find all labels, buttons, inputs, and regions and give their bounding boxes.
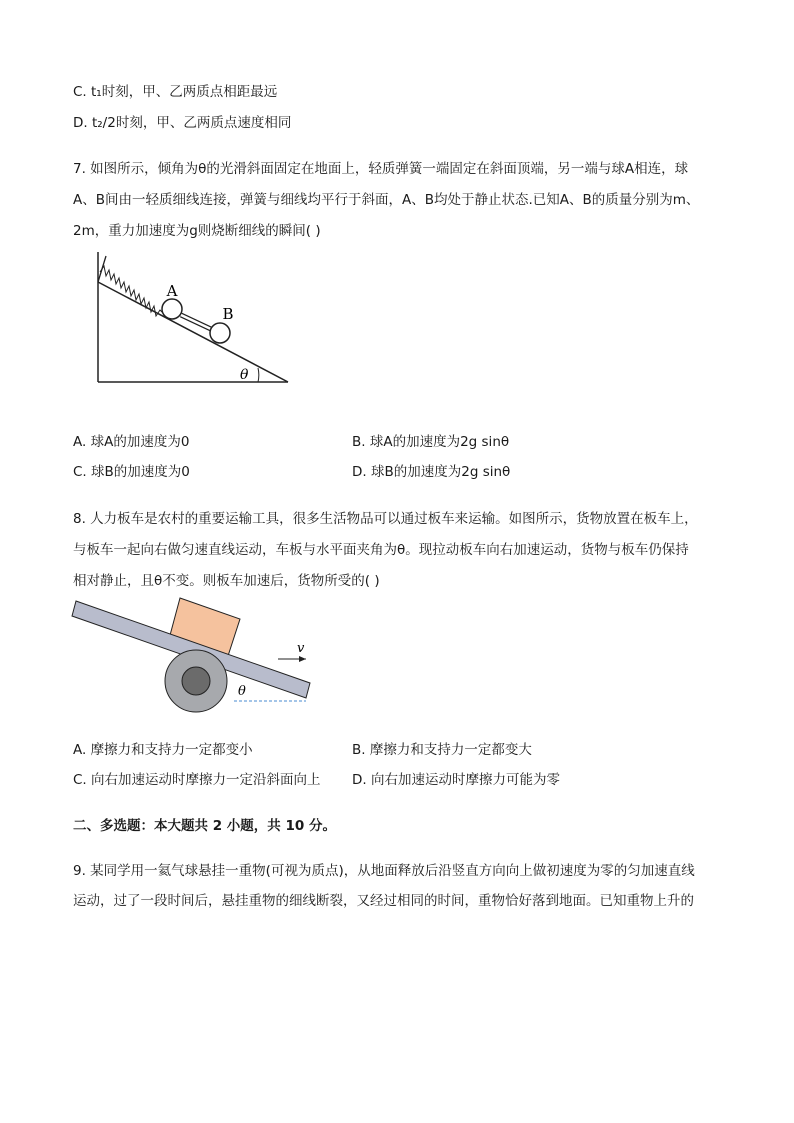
q8-stem-line1: 8. 人力板车是农村的重要运输工具，很多生活物品可以通过板车来运输。如图所示，货物放置在板车上， [73, 511, 698, 527]
label-b: B [222, 305, 234, 323]
q7-stem-line3: 2m，重力加速度为g则烧断细线的瞬间( ) [73, 223, 321, 239]
incline-slope [98, 282, 288, 382]
q7-stem-line1: 7. 如图所示，倾角为θ的光滑斜面固定在地面上，轻质弹簧一端固定在斜面顶端，另一端与球A相连，球 [73, 161, 689, 177]
spring [100, 266, 164, 316]
q8-option-b: B. 摩擦力和支持力一定都变大 [352, 742, 532, 758]
option-c-prev: C. t₁时刻，甲、乙两质点相距最远 [73, 84, 278, 100]
q7-stem-line2: A、B间由一轻质细线连接，弹簧与细线均平行于斜面，A、B均处于静止状态.已知A、B的质量分别为m、 [73, 192, 700, 208]
option-d-prev: D. t₂/2时刻，甲、乙两质点速度相同 [73, 115, 292, 131]
q8-stem-line2: 与板车一起向右做匀速直线运动，车板与水平面夹角为θ。现拉动板车向右加速运动，货物与板车仍保持 [73, 542, 689, 558]
wheel-hub [182, 667, 210, 695]
angle-arc [258, 368, 259, 382]
q7-incline-figure [90, 252, 300, 387]
label-theta-cart: θ [238, 684, 246, 699]
label-v: v [297, 641, 305, 656]
q7-option-b: B. 球A的加速度为2g sinθ [352, 434, 510, 450]
q8-option-d: D. 向右加速运动时摩擦力可能为零 [352, 772, 560, 788]
q7-option-d: D. 球B的加速度为2g sinθ [352, 464, 511, 480]
ball-a [162, 299, 182, 319]
q9-stem-line1: 9. 某同学用一氦气球悬挂一重物(可视为质点)，从地面释放后沿竖直方向向上做初速度为零的匀加速直线 [73, 863, 695, 879]
ball-b [210, 323, 230, 343]
q7-option-c: C. 球B的加速度为0 [73, 464, 190, 480]
q8-option-c: C. 向右加速运动时摩擦力一定沿斜面向上 [73, 772, 321, 788]
q9-stem-line2: 运动，过了一段时间后，悬挂重物的细线断裂，又经过相同的时间，重物恰好落到地面。已知重物上升的 [73, 893, 694, 909]
q7-option-a: A. 球A的加速度为0 [73, 434, 190, 450]
label-a: A [166, 282, 178, 300]
q8-option-a: A. 摩擦力和支持力一定都变小 [73, 742, 253, 758]
q8-cart-figure [70, 595, 320, 720]
section-heading: 二、多选题：本大题共 2 小题，共 10 分。 [73, 818, 336, 834]
label-theta: θ [240, 367, 249, 383]
velocity-arrowhead [299, 656, 306, 662]
q8-stem-line3: 相对静止，且θ不变。则板车加速后，货物所受的( ) [73, 573, 380, 589]
